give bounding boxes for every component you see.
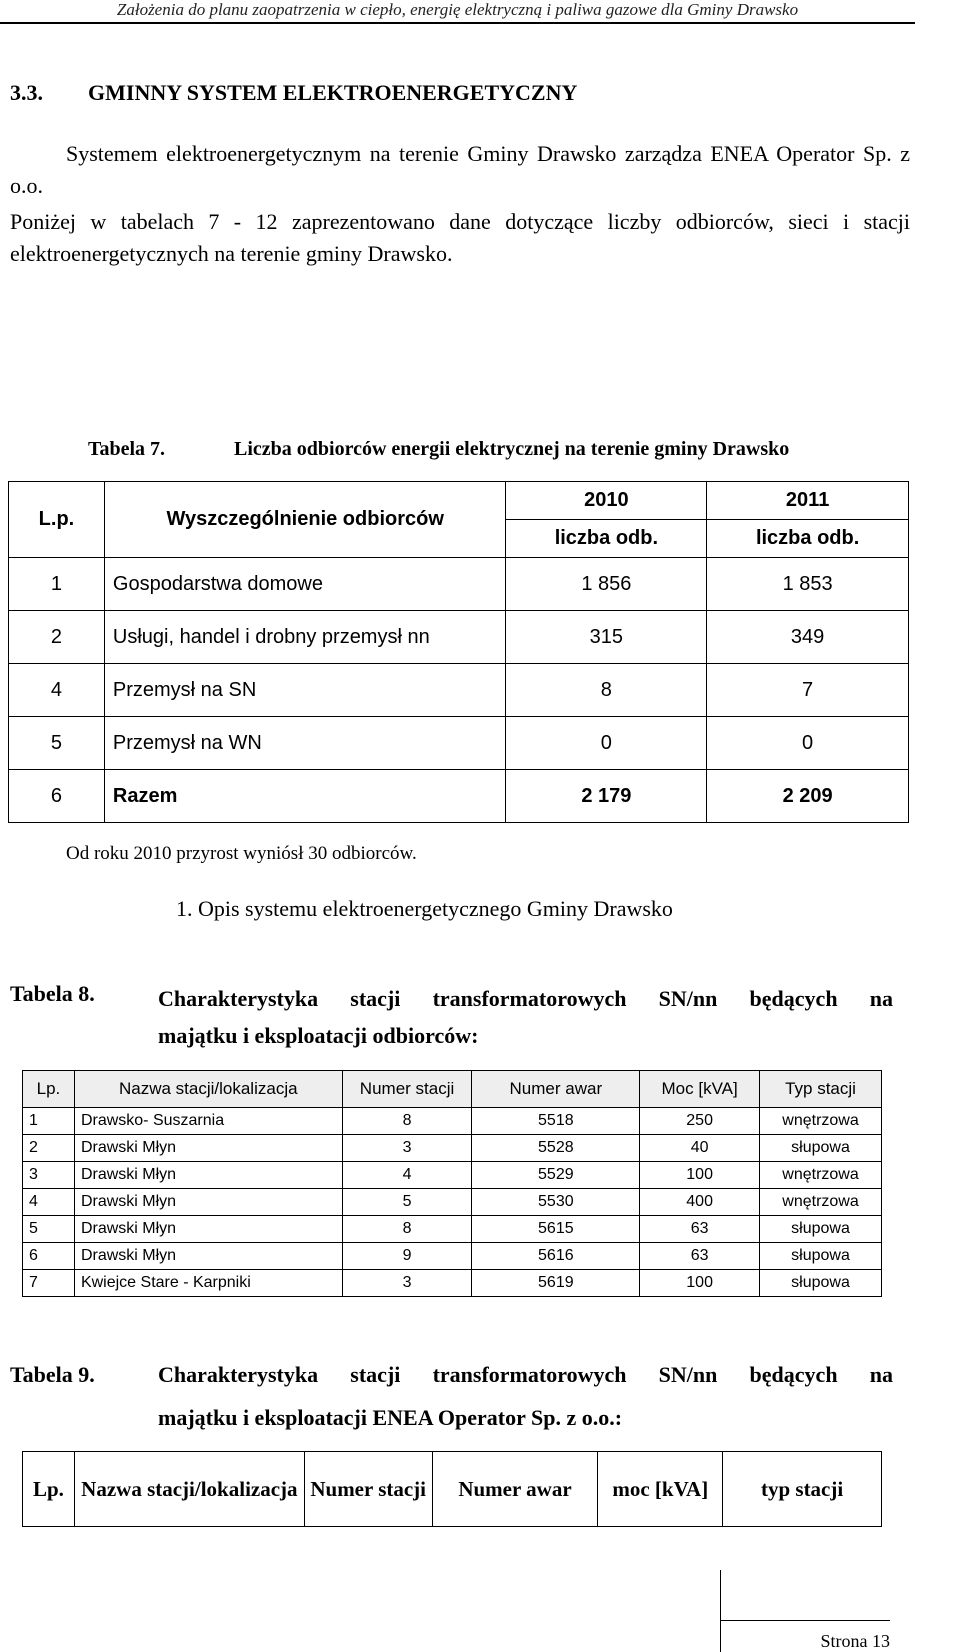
section-heading xyxy=(10,80,577,106)
header-type: Typ stacji xyxy=(760,1071,882,1108)
table-enea-stations xyxy=(22,1451,882,1527)
header-year-2010: 2010 xyxy=(506,482,707,520)
page-number: Strona 13 xyxy=(720,1620,890,1652)
header-power: moc [kVA] xyxy=(598,1452,723,1527)
table-row xyxy=(23,1189,882,1216)
cell-2010: 2 179 xyxy=(506,770,707,823)
header-unit-2010: liczba odb. xyxy=(506,520,707,558)
table-row xyxy=(23,1108,882,1135)
cell-2010: 315 xyxy=(506,611,707,664)
cell-fault-number: 5529 xyxy=(472,1162,640,1189)
table-row xyxy=(9,717,909,770)
table-row xyxy=(23,1162,882,1189)
cell-fault-number: 5518 xyxy=(472,1108,640,1135)
cell-2011: 1 853 xyxy=(707,558,909,611)
cell-power: 40 xyxy=(640,1135,760,1162)
cell-power: 100 xyxy=(640,1270,760,1297)
table9-caption-line1: Charakterystyka stacji transformatorowych SN/nn będących na xyxy=(158,1362,893,1387)
paragraph-operator: Systemem elektroenergetycznym na terenie Gminy Drawsko zarządza ENEA Operator Sp. z o.o. xyxy=(10,141,910,198)
cell-name: Usługi, handel i drobny przemysł nn xyxy=(104,611,506,664)
cell-name: Kwiejce Stare - Karpniki xyxy=(74,1270,342,1297)
table-row-total xyxy=(9,770,909,823)
table-row xyxy=(9,558,909,611)
cell-station-number: 8 xyxy=(342,1108,472,1135)
header-year-2011: 2011 xyxy=(707,482,909,520)
section-number: 3.3. xyxy=(10,80,43,105)
cell-name: Przemysł na SN xyxy=(104,664,506,717)
table7-label: Tabela 7. xyxy=(88,438,166,460)
cell-2010: 8 xyxy=(506,664,707,717)
cell-power: 250 xyxy=(640,1108,760,1135)
cell-2010: 1 856 xyxy=(506,558,707,611)
cell-type: wnętrzowa xyxy=(760,1162,882,1189)
header-name: Nazwa stacji/lokalizacja xyxy=(74,1452,304,1527)
table9-caption-line2: majątku i eksploatacji ENEA Operator Sp. z o.o.: xyxy=(158,1405,623,1430)
growth-note: Od roku 2010 przyrost wyniósł 30 odbiorców. xyxy=(66,843,417,864)
cell-power: 400 xyxy=(640,1189,760,1216)
cell-fault-number: 5528 xyxy=(472,1135,640,1162)
cell-type: słupowa xyxy=(760,1243,882,1270)
cell-2010: 0 xyxy=(506,717,707,770)
cell-lp: 7 xyxy=(23,1270,75,1297)
table-customers xyxy=(8,481,909,823)
cell-lp: 1 xyxy=(23,1108,75,1135)
cell-fault-number: 5619 xyxy=(472,1270,640,1297)
cell-lp: 6 xyxy=(23,1243,75,1270)
cell-lp: 5 xyxy=(23,1216,75,1243)
cell-name: Drawski Młyn xyxy=(74,1162,342,1189)
cell-station-number: 9 xyxy=(342,1243,472,1270)
cell-name: Razem xyxy=(104,770,506,823)
header-power: Moc [kVA] xyxy=(640,1071,760,1108)
cell-lp: 2 xyxy=(23,1135,75,1162)
table8-body xyxy=(23,1108,882,1297)
cell-station-number: 5 xyxy=(342,1189,472,1216)
cell-station-number: 3 xyxy=(342,1135,472,1162)
table-row xyxy=(23,1135,882,1162)
cell-type: słupowa xyxy=(760,1135,882,1162)
cell-fault-number: 5530 xyxy=(472,1189,640,1216)
table-row xyxy=(23,1243,882,1270)
header-lp: Lp. xyxy=(23,1452,75,1527)
cell-lp: 6 xyxy=(9,770,105,823)
header-unit-2011: liczba odb. xyxy=(707,520,909,558)
header-fault-number: Numer awar xyxy=(432,1452,598,1527)
cell-name: Drawski Młyn xyxy=(74,1189,342,1216)
header-station-number: Numer stacji xyxy=(342,1071,472,1108)
cell-fault-number: 5616 xyxy=(472,1243,640,1270)
cell-name: Drawski Młyn xyxy=(74,1243,342,1270)
cell-station-number: 8 xyxy=(342,1216,472,1243)
cell-lp: 5 xyxy=(9,717,105,770)
table8-label: Tabela 8. xyxy=(10,981,95,1006)
table8-caption-line2: majątku i eksploatacji odbiorców: xyxy=(158,1023,479,1048)
cell-station-number: 4 xyxy=(342,1162,472,1189)
table-row xyxy=(23,1216,882,1243)
paragraph-tables-intro: Poniżej w tabelach 7 - 12 zaprezentowano dane dotyczące liczby odbiorców, sieci i stacji elektroenergetycznych na terenie gminy Drawsko. xyxy=(10,209,910,266)
cell-type: wnętrzowa xyxy=(760,1189,882,1216)
cell-name: Przemysł na WN xyxy=(104,717,506,770)
page-header: Założenia do planu zaopatrzenia w ciepło, energię elektryczną i paliwa gazowe dla Gminy Drawsko xyxy=(0,0,915,24)
cell-2011: 349 xyxy=(707,611,909,664)
table-row xyxy=(9,611,909,664)
cell-lp: 2 xyxy=(9,611,105,664)
cell-lp: 4 xyxy=(9,664,105,717)
table-row xyxy=(9,664,909,717)
cell-name: Drawsko- Suszarnia xyxy=(74,1108,342,1135)
cell-power: 100 xyxy=(640,1162,760,1189)
cell-lp: 3 xyxy=(23,1162,75,1189)
header-description: Wyszczególnienie odbiorców xyxy=(104,482,506,558)
cell-2011: 2 209 xyxy=(707,770,909,823)
cell-type: słupowa xyxy=(760,1270,882,1297)
table-row xyxy=(23,1270,882,1297)
cell-type: słupowa xyxy=(760,1216,882,1243)
section-title: GMINNY SYSTEM ELEKTROENERGETYCZNY xyxy=(88,80,578,105)
table9-label: Tabela 9. xyxy=(10,1362,95,1387)
cell-fault-number: 5615 xyxy=(472,1216,640,1243)
cell-2011: 0 xyxy=(707,717,909,770)
table7-caption: Liczba odbiorców energii elektrycznej na terenie gminy Drawsko xyxy=(234,438,790,460)
cell-station-number: 3 xyxy=(342,1270,472,1297)
header-name: Nazwa stacji/lokalizacja xyxy=(74,1071,342,1108)
cell-lp: 1 xyxy=(9,558,105,611)
header-lp: Lp. xyxy=(23,1071,75,1108)
cell-lp: 4 xyxy=(23,1189,75,1216)
cell-type: wnętrzowa xyxy=(760,1108,882,1135)
header-type: typ stacji xyxy=(723,1452,882,1527)
table8-caption-line1: Charakterystyka stacji transformatorowych SN/nn będących na xyxy=(158,986,893,1011)
cell-name: Gospodarstwa domowe xyxy=(104,558,506,611)
cell-name: Drawski Młyn xyxy=(74,1216,342,1243)
cell-name: Drawski Młyn xyxy=(74,1135,342,1162)
header-station-number: Numer stacji xyxy=(304,1452,432,1527)
header-lp: L.p. xyxy=(9,482,105,558)
cell-power: 63 xyxy=(640,1216,760,1243)
cell-2011: 7 xyxy=(707,664,909,717)
table-customer-stations xyxy=(22,1070,882,1297)
header-fault-number: Numer awar xyxy=(472,1071,640,1108)
subsection-heading: 1. Opis systemu elektroenergetycznego Gminy Drawsko xyxy=(176,896,673,921)
cell-power: 63 xyxy=(640,1243,760,1270)
